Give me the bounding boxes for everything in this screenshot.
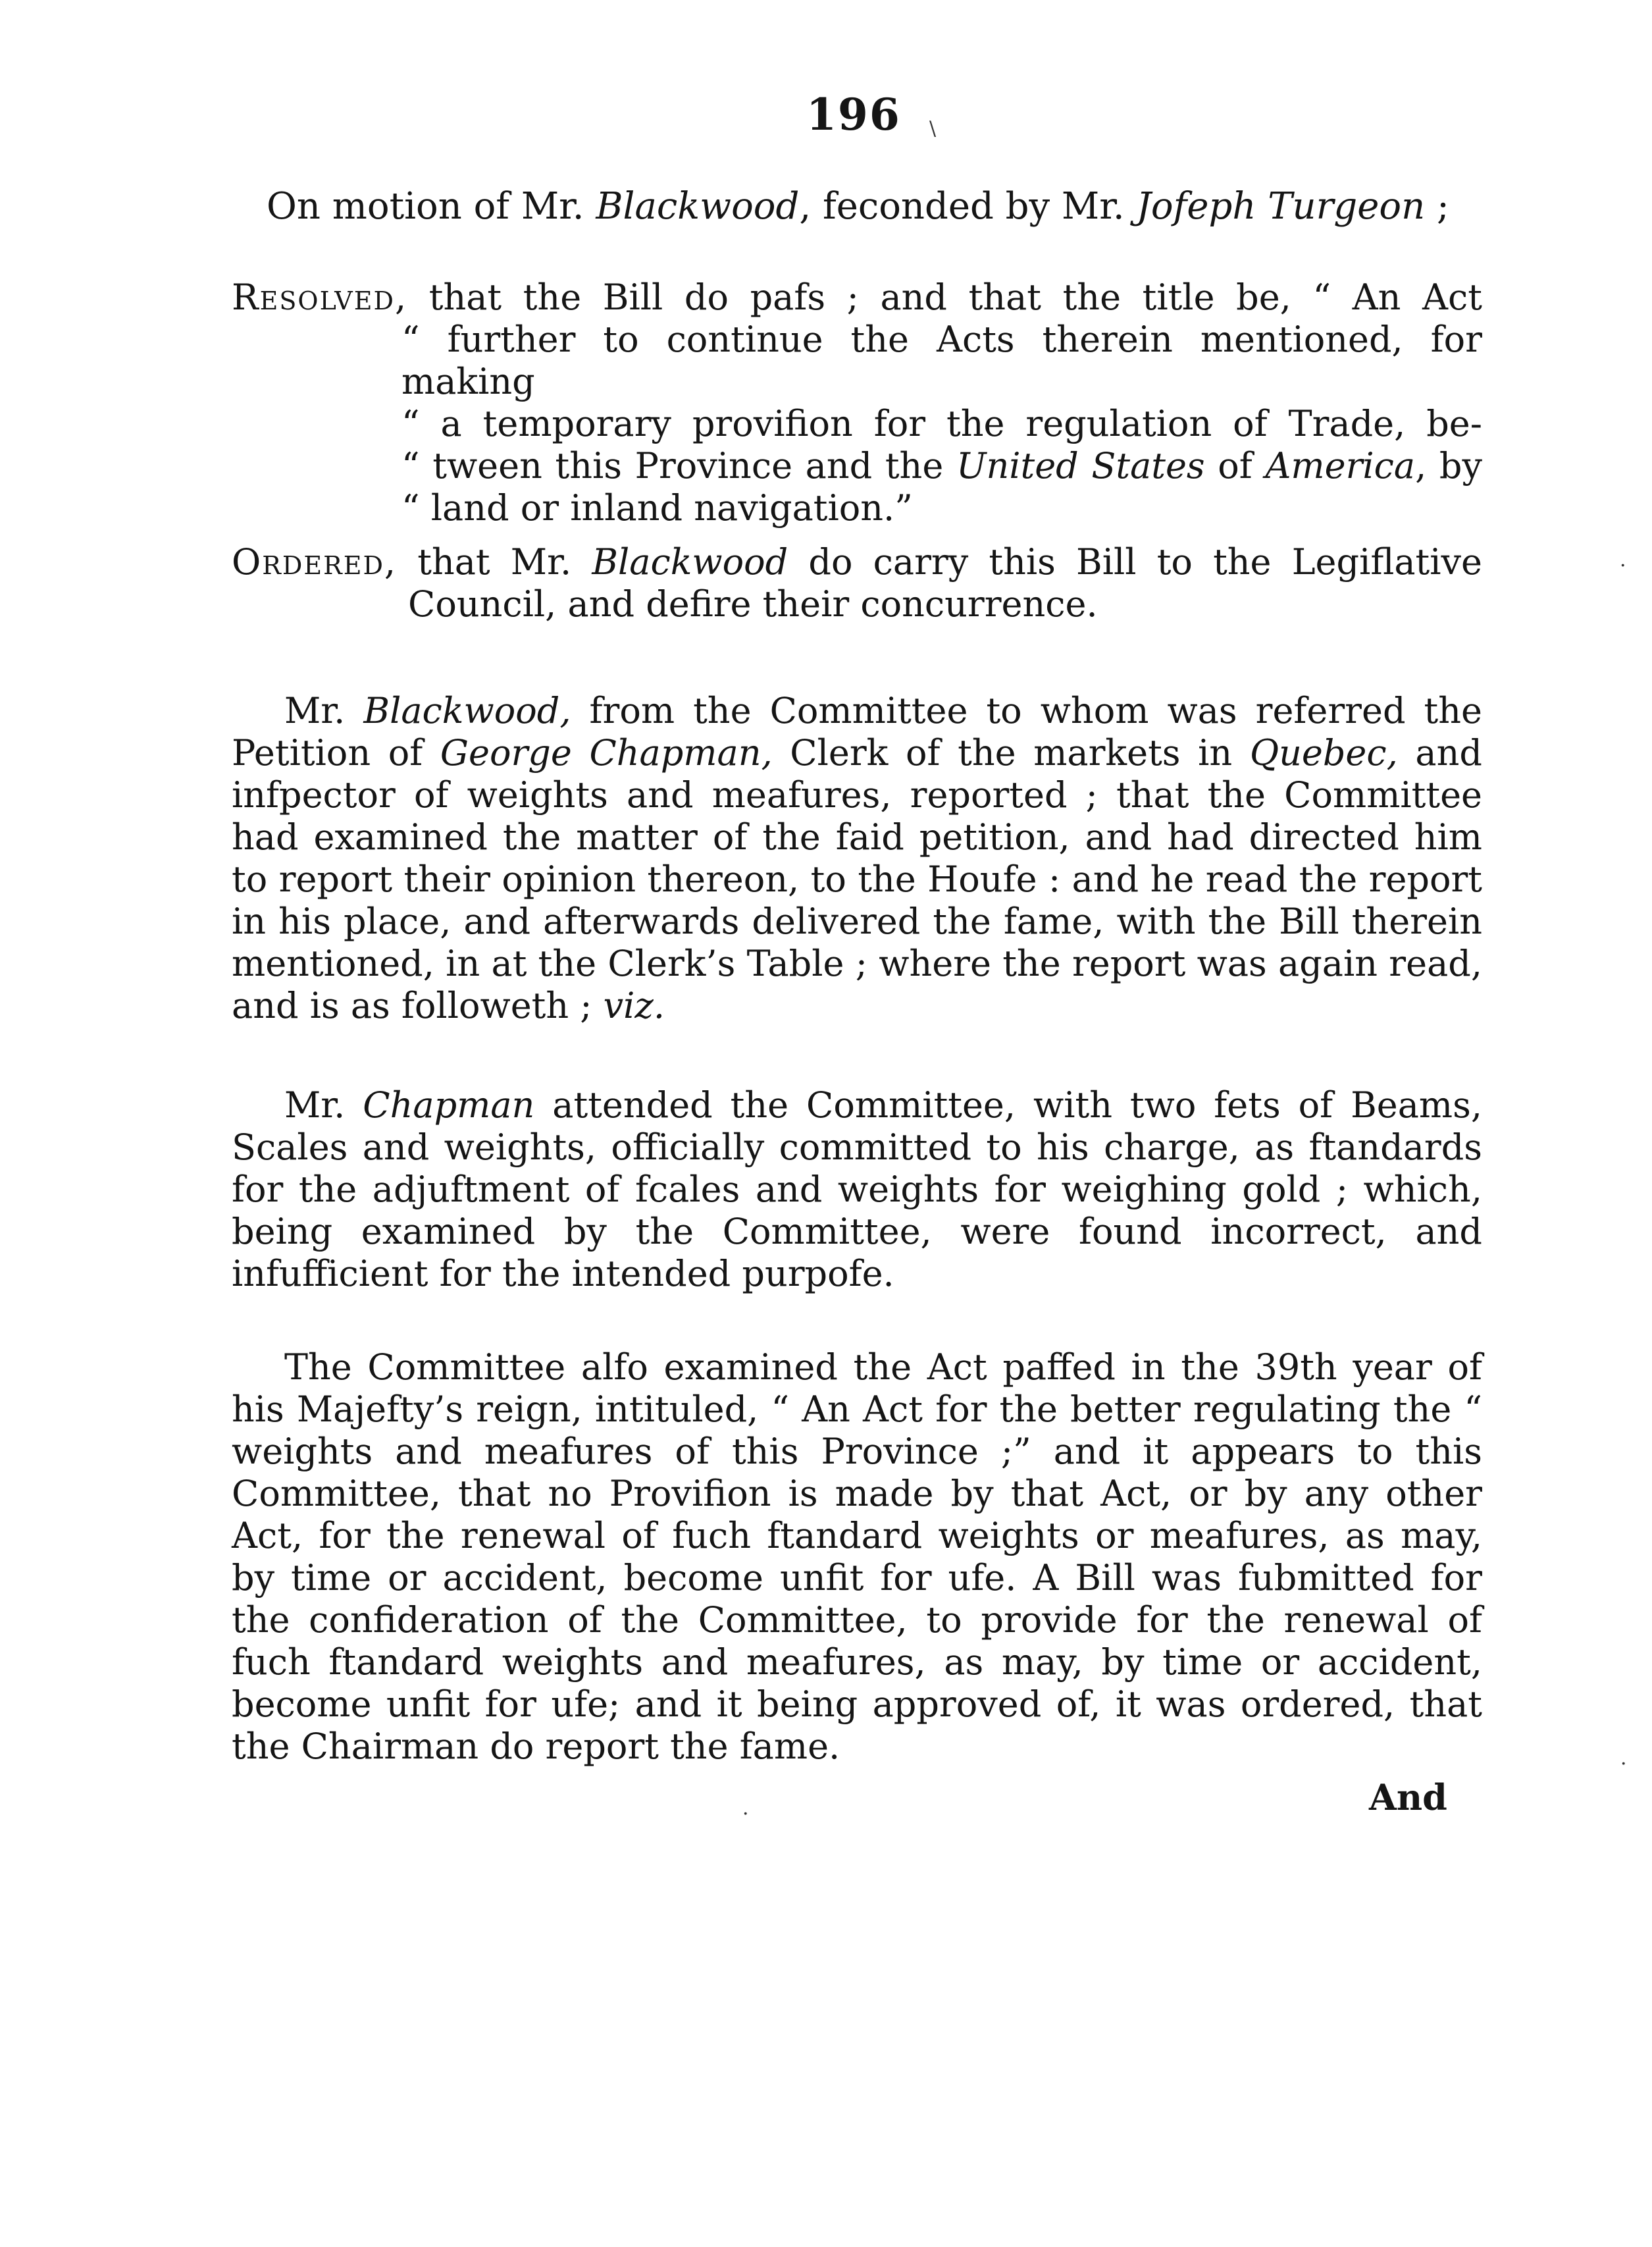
ordered-line-1	[232, 541, 1482, 583]
p1-viz: viz.	[603, 985, 665, 1026]
resolved-line-1-text: that the Bill do pafs ; and that the title be, “ An Act	[407, 277, 1482, 318]
p2-s1: Mr.	[284, 1084, 363, 1126]
resolved-line-4-mid: of	[1204, 445, 1266, 487]
resolved-line-4	[232, 445, 1482, 487]
resolved-line-4-post: , by	[1415, 445, 1483, 487]
motion-line	[267, 186, 1464, 228]
resolved-united-states: United States	[956, 445, 1205, 487]
motion-text-post: ;	[1425, 185, 1449, 228]
p2-s2: attended the Committee, with two fets of Beams, Scales and weights, officially committed to his charge, as ftandards for the adjuftment of fcales and weights for weighing gold ; which, being examined by the Committee, were found incorrect, and infufficient for the intended purpofe.	[232, 1084, 1482, 1294]
catchword: And	[1369, 1776, 1447, 1818]
print-speck: ·	[1620, 1753, 1627, 1776]
ordered-line-2: Council, and defire their concurrence.	[408, 583, 1098, 625]
print-speck: \	[929, 117, 937, 140]
motion-text-mid: , feconded by Mr.	[799, 185, 1137, 228]
resolved-line-4-pre: “ tween this Province and the	[401, 445, 956, 487]
ordered-name-blackwood: Blackwood	[592, 541, 788, 583]
ordered-entry	[232, 541, 1482, 625]
print-speck: ·	[1620, 554, 1626, 577]
motion-name-turgeon: Jofeph Turgeon	[1136, 185, 1426, 228]
resolved-entry	[232, 277, 1482, 529]
p1-quebec: Quebec,	[1249, 732, 1398, 774]
ordered-line-1-pre: that Mr.	[397, 541, 592, 583]
paragraph-chapman-standards	[232, 1084, 1482, 1295]
resolved-america: America	[1265, 445, 1416, 487]
motion-name-blackwood: Blackwood	[596, 185, 800, 228]
resolved-line-5: “ land or inland navigation.”	[401, 487, 913, 529]
p1-george-chapman: George Chapman,	[440, 732, 773, 774]
ordered-lead: Ordered,	[232, 541, 398, 583]
ordered-line-1-post: do carry this Bill to the Legiflative	[788, 541, 1482, 583]
p2-chapman: Chapman	[363, 1084, 535, 1126]
paragraph-act-examination: The Committee alfo examined the Act paffed in the 39th year of his Majefty’s reign, intituled, “ An Act for the better regulating the “ weights and meafures of this Province ;” and it appears to this Committee, that no Provifion is made by that Act, or by any other Act, for the renewal of fuch ftandard weights or meafures, as may, by time or accident, become unfit for ufe. A Bill was fubmitted for the confideration of the Committee, to provide for the renewal of fuch ftandard weights and meafures, as may, by time or accident, become unfit for ufe; and it being approved of, it was ordered, that the Chairman do report the fame.	[232, 1346, 1482, 1767]
p1-s2: from the Committee to whom was referred the Petition of	[232, 690, 1482, 774]
p1-s3: Clerk of the markets in	[772, 732, 1250, 774]
paragraph-committee-report	[232, 690, 1482, 1027]
page-number: 196	[806, 89, 901, 140]
p1-s1: Mr.	[284, 690, 364, 731]
p1-s4: and infpector of weights and meafures, reported ; that the Committee had examined the matter of the faid petition, and had directed him to report their opinion thereon, to the Houfe : and he read the report in his place, and afterwards delivered the fame, with the Bill therein mentioned, in at the Clerk’s Table ; where the report was again read, and is as followeth ;	[232, 732, 1482, 1026]
print-speck: ·	[742, 1803, 749, 1826]
p1-blackwood: Blackwood,	[363, 690, 571, 731]
resolved-line-3: “ a temporary provifion for the regulation of Trade, be-	[401, 403, 1482, 444]
resolved-lead: Resolved,	[232, 277, 408, 318]
resolved-line-2: “ further to continue the Acts therein mentioned, for making	[401, 319, 1482, 402]
motion-text-pre: On motion of Mr.	[267, 185, 596, 228]
resolved-line-1	[232, 277, 1482, 319]
